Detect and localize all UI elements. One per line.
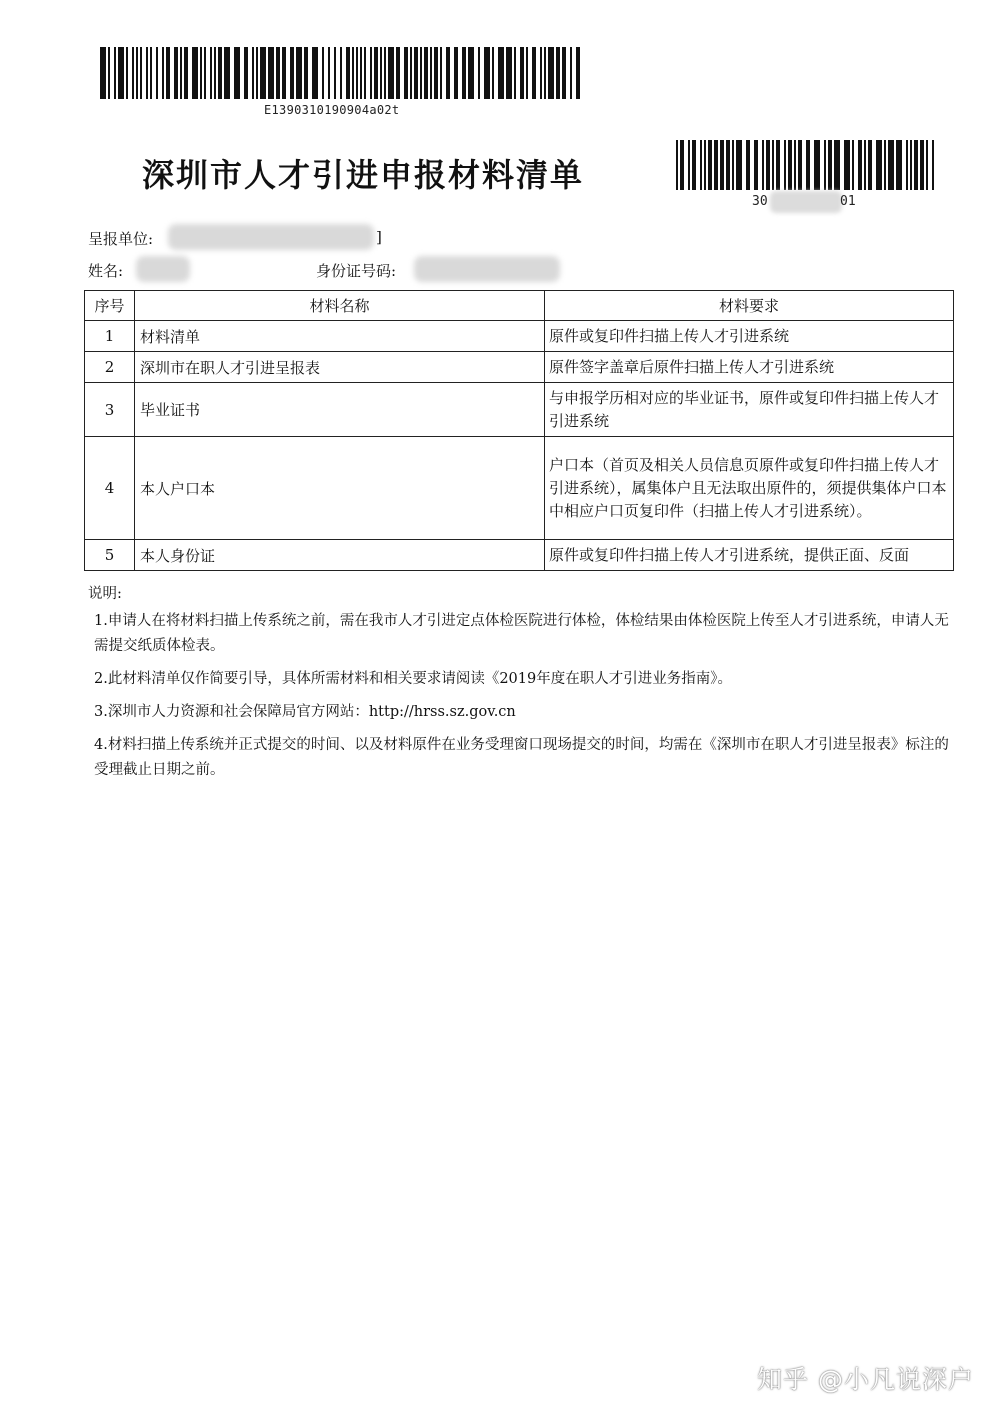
row-num: 2: [85, 352, 135, 383]
barcode-right-text-right: 01: [840, 194, 856, 209]
header-num: 序号: [85, 291, 135, 321]
name-redaction: [136, 256, 190, 282]
id-redaction: [414, 256, 560, 282]
row-req: 原件或复印件扫描上传人才引进系统: [545, 321, 954, 352]
note-item: 4.材料扫描上传系统并正式提交的时间、以及材料原件在业务受理窗口现场提交的时间，均需在《深圳市在职人才引进呈报表》标注的受理截止日期之前。: [94, 737, 949, 778]
row-name: 本人身份证: [135, 540, 545, 571]
name-label: 姓名:: [88, 262, 124, 280]
unit-redaction: [168, 224, 374, 250]
barcode-right-text-left: 30: [752, 194, 768, 209]
barcode-top: [100, 47, 582, 99]
barcode-right-redaction: [770, 191, 842, 213]
table-header-row: [85, 291, 954, 321]
barcode-top-text: E1390310190904a02t: [264, 103, 400, 117]
barcode-bar: [576, 47, 580, 99]
table-row: [85, 383, 954, 437]
row-name: 本人户口本: [135, 437, 545, 540]
header-name: 材料名称: [135, 291, 545, 321]
header-req: 材料要求: [545, 291, 954, 321]
barcode-right: [676, 140, 936, 190]
table-row: [85, 540, 954, 571]
notes-heading: 说明:: [88, 586, 122, 602]
note-item: 1.申请人在将材料扫描上传系统之前，需在我市人才引进定点体检医院进行体检，体检结果由体检医院上传至人才引进系统，申请人无需提交纸质体检表。: [94, 613, 949, 654]
row-name: 材料清单: [135, 321, 545, 352]
document-title: 深圳市人才引进申报材料清单: [142, 156, 585, 194]
row-req: 户口本（首页及相关人员信息页原件或复印件扫描上传人才引进系统），属集体户且无法取出原件的，须提供集体户口本中相应户口页复印件（扫描上传人才引进系统）。: [545, 437, 954, 540]
table-row: [85, 437, 954, 540]
row-num: 3: [85, 383, 135, 437]
row-req: 与申报学历相对应的毕业证书，原件或复印件扫描上传人才引进系统: [545, 383, 954, 437]
barcode-bar: [932, 140, 934, 190]
row-num: 5: [85, 540, 135, 571]
table-row: [85, 321, 954, 352]
zhihu-watermark: 知乎 @小凡说深户: [757, 1365, 974, 1394]
materials-table: [84, 290, 954, 571]
row-req: 原件签字盖章后原件扫描上传人才引进系统: [545, 352, 954, 383]
row-req: 原件或复印件扫描上传人才引进系统，提供正面、反面: [545, 540, 954, 571]
row-num: 1: [85, 321, 135, 352]
notes-section: [88, 582, 950, 791]
unit-label: 呈报单位:: [88, 230, 154, 248]
id-label: 身份证号码:: [316, 262, 397, 280]
row-name: 毕业证书: [135, 383, 545, 437]
table-row: [85, 352, 954, 383]
note-item: 2.此材料清单仅作简要引导，具体所需材料和相关要求请阅读《2019年度在职人才引进业务指南》。: [94, 671, 732, 687]
row-name: 深圳市在职人才引进呈报表: [135, 352, 545, 383]
unit-bracket: ]: [376, 228, 382, 246]
row-num: 4: [85, 437, 135, 540]
note-item: 3.深圳市人力资源和社会保障局官方网站：http://hrss.sz.gov.cn: [94, 704, 516, 720]
